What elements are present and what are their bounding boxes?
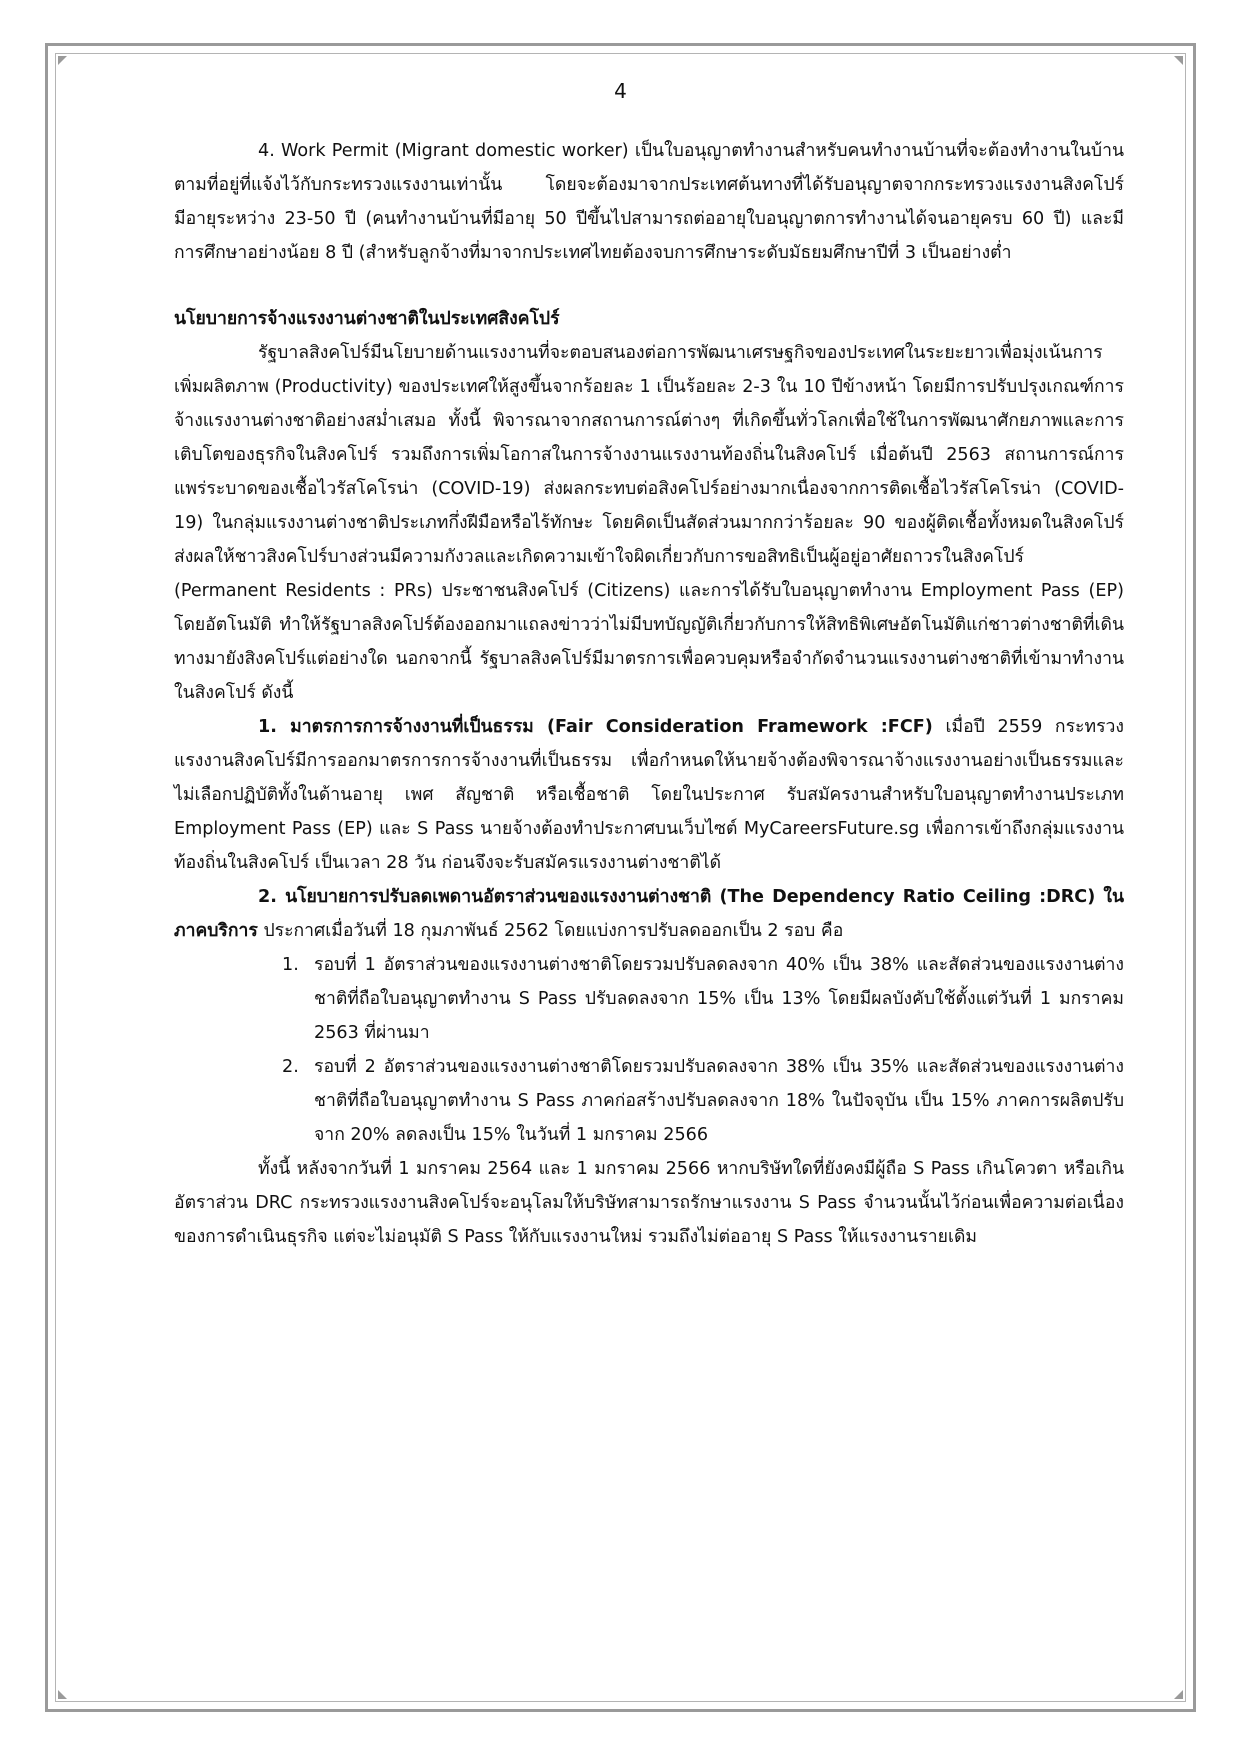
measure-1-body: เมื่อปี 2559 กระทรวงแรงงานสิงคโปร์มีการออกมาตรการการจ้างงานที่เป็นธรรม เพื่อกำหนดให้นายจ้างต้องพิจารณาจ้างแรงงานอย่างเป็นธรรมและไม่เลือกปฏิบัติทั้งในด้านอายุ เพศ สัญชาติ หรือเชื้อชาติ โดยในประกาศ รับสมัครงานสำหรับใบอนุญาตทำงานประเภท Employment Pass (EP) และ S Pass นายจ้างต้องทำประกาศบนเว็บไซต์ MyCareersFuture.sg เพื่อการเข้าถึงกลุ่มแรงงานท้องถิ่นในสิงคโปร์ เป็นเวลา 28 วัน ก่อนจึงจะรับสมัครแรงงานต่างชาติได้ [174,717,1124,873]
list-item-number: 1. [282,955,299,975]
measure-2-paragraph [174,880,1124,948]
intro-paragraph: รัฐบาลสิงคโปร์มีนโยบายด้านแรงงานที่จะตอบสนองต่อการพัฒนาเศรษฐกิจของประเทศในระยะยาวเพื่อมุ่งเน้นการเพิ่มผลิตภาพ (Productivity) ของประเทศให้สูงขึ้นจากร้อยละ 1 เป็นร้อยละ 2-3 ใน 10 ปีข้างหน้า โดยมีการปรับปรุงเกณฑ์การจ้างแรงงานต่างชาติอย่างสม่ำเสมอ ทั้งนี้ พิจารณาจากสถานการณ์ต่างๆ ที่เกิดขึ้นทั่วโลกเพื่อใช้ในการพัฒนาศักยภาพและการเติบโตของธุรกิจในสิงคโปร์ รวมถึงการเพิ่มโอกาสในการจ้างงานแรงงานท้องถิ่นในสิงคโปร์ เมื่อต้นปี 2563 สถานการณ์การแพร่ระบาดของเชื้อไวรัสโคโรน่า (COVID-19) ส่งผลกระทบต่อสิงคโปร์อย่างมากเนื่องจากการติดเชื้อไวรัสโคโรน่า (COVID-19) ในกลุ่มแรงงานต่างชาติประเภทกึ่งฝีมือหรือไร้ทักษะ โดยคิดเป็นสัดส่วนมากกว่าร้อยละ 90 ของผู้ติดเชื้อทั้งหมดในสิงคโปร์ ส่งผลให้ชาวสิงคโปร์บางส่วนมีความกังวลและเกิดความเข้าใจผิดเกี่ยวกับการขอสิทธิเป็นผู้อยู่อาศัยถาวรในสิงคโปร์ (Permanent Residents : PRs) ประชาชนสิงคโปร์ (Citizens) และการได้รับใบอนุญาตทำงาน Employment Pass (EP) โดยอัตโนมัติ ทำให้รัฐบาลสิงคโปร์ต้องออกมาแถลงข่าวว่าไม่มีบทบัญญัติเกี่ยวกับการให้สิทธิพิเศษอัตโนมัติแก่ชาวต่างชาติที่เดินทางมายังสิงคโปร์แต่อย่างใด นอกจากนี้ รัฐบาลสิงคโปร์มีมาตรการเพื่อควบคุมหรือจำกัดจำนวนแรงงานต่างชาติที่เข้ามาทำงานในสิงคโปร์ ดังนี้ [174,343,1124,703]
list-item-text: รอบที่ 1 อัตราส่วนของแรงงานต่างชาติโดยรวมปรับลดลงจาก 40% เป็น 38% และสัดส่วนของแรงงานต่างชาติที่ถือใบอนุญาตทำงาน S Pass ปรับลดลงจาก 15% เป็น 13% โดยมีผลบังคับใช้ตั้งแต่วันที่ 1 มกราคม 2563 ที่ผ่านมา [314,955,1124,1043]
measure-1-paragraph [174,710,1124,880]
closing-paragraph: ทั้งนี้ หลังจากวันที่ 1 มกราคม 2564 และ 1 มกราคม 2566 หากบริษัทใดที่ยังคงมีผู้ถือ S Pass เกินโควตา หรือเกินอัตราส่วน DRC กระทรวงแรงงานสิงคโปร์จะอนุโลมให้บริษัทสามารถรักษาแรงงาน S Pass จำนวนนั้นไว้ก่อนเพื่อความต่อเนื่องของการดำเนินธุรกิจ แต่จะไม่อนุมัติ S Pass ให้กับแรงงานใหม่ รวมถึงไม่ต่ออายุ S Pass ให้แรงงานรายเดิม [174,1159,1124,1247]
list-item-text: รอบที่ 2 อัตราส่วนของแรงงานต่างชาติโดยรวมปรับลดลงจาก 38% เป็น 35% และสัดส่วนของแรงงานต่างชาติที่ถือใบอนุญาตทำงาน S Pass ภาคก่อสร้างปรับลดลงจาก 18% ในปัจจุบัน เป็น 15% ภาคการผลิตปรับจาก 20% ลดลงเป็น 15% ในวันที่ 1 มกราคม 2566 [314,1057,1124,1145]
page-number: 4 [614,79,627,103]
section-heading: นโยบายการจ้างแรงงานต่างชาติในประเทศสิงคโปร์ [174,309,560,329]
rounds-list [174,948,1124,1152]
list-item [282,1050,1124,1152]
list-item-number: 2. [282,1057,299,1077]
corner-ornament-top-right [1174,56,1183,65]
document-body [174,134,1124,1254]
measure-2-body: ประกาศเมื่อวันที่ 18 กุมภาพันธ์ 2562 โดยแบ่งการปรับลดออกเป็น 2 รอบ คือ [257,921,844,941]
corner-ornament-top-left [58,56,67,65]
corner-ornament-bottom-right [1174,1690,1183,1699]
work-permit-paragraph [174,134,1124,270]
measure-2-lead: 2. นโยบายการปรับลดเพดานอัตราส่วนของแรงงานต่างชาติ (The Dependency Ratio Ceiling :DRC) ในภาคบริการ [174,887,1124,941]
work-permit-lead: 4. Work Permit (Migrant domestic worker) [258,141,629,161]
measure-1-lead: 1. มาตรการการจ้างงานที่เป็นธรรม (Fair Consideration Framework :FCF) [258,717,933,737]
corner-ornament-bottom-left [58,1690,67,1699]
list-item [282,948,1124,1050]
work-permit-body: เป็นใบอนุญาตทำงานสำหรับคนทำงานบ้านที่จะต้องทำงานในบ้านตามที่อยู่ที่แจ้งไว้กับกระทรวงแรงงานเท่านั้น โดยจะต้องมาจากประเทศต้นทางที่ได้รับอนุญาตจากกระทรวงแรงงานสิงคโปร์ มีอายุระหว่าง 23-50 ปี (คนทำงานบ้านที่มีอายุ 50 ปีขึ้นไปสามารถต่ออายุใบอนุญาตการทำงานได้จนอายุครบ 60 ปี) และมีการศึกษาอย่างน้อย 8 ปี (สำหรับลูกจ้างที่มาจากประเทศไทยต้องจบการศึกษาระดับมัธยมศึกษาปีที่ 3 เป็นอย่างต่ำ [174,141,1124,263]
